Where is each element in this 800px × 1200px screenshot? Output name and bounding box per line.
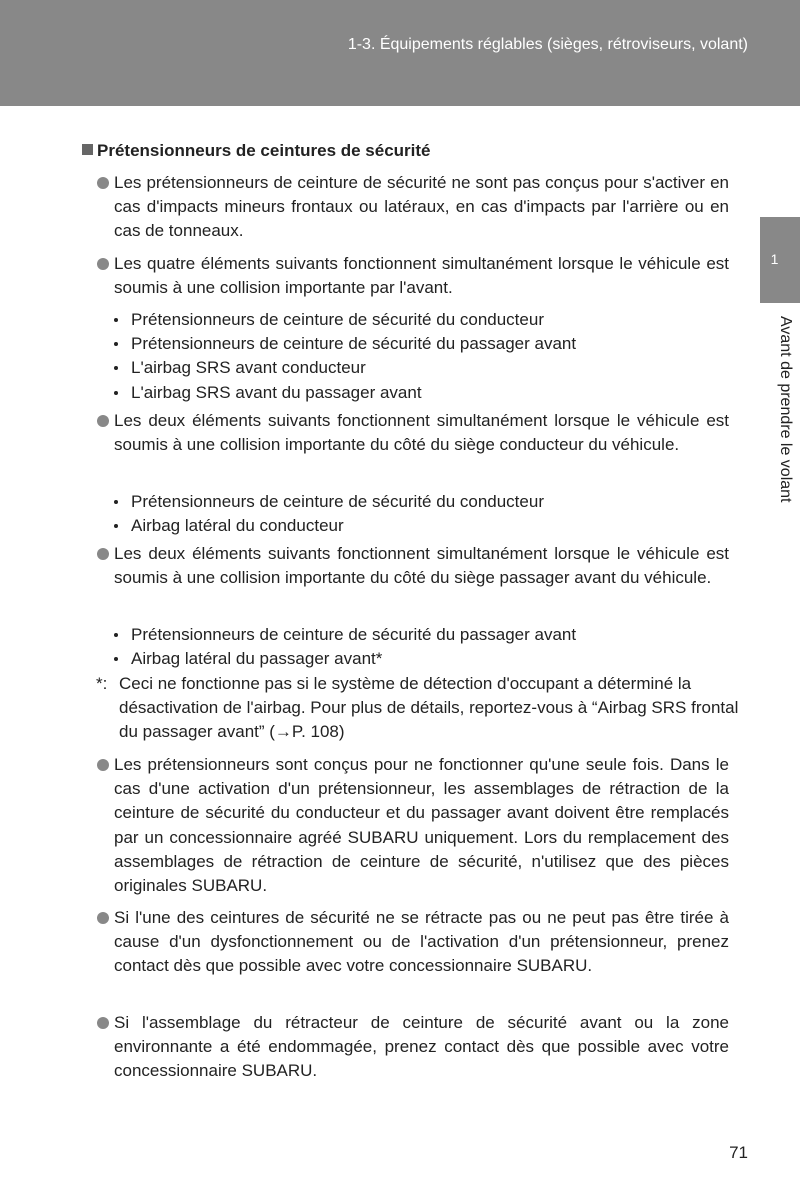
chapter-title: 1-3. Équipements réglables (sièges, rétroviseurs, volant)	[347, 36, 748, 53]
footnote-text: Ceci ne fonctionne pas si le système de détection d'occupant a déterminé la désactivation de l'airbag. Pour plus de détails, reportez-vous à “Airbag SRS frontal du passager avant” (→P. 108)	[119, 674, 739, 742]
dot-bullet-icon	[114, 391, 118, 395]
list-item-text: Prétensionneurs de ceinture de sécurité du passager avant	[131, 625, 577, 644]
section-heading	[82, 141, 431, 161]
chapter-tab	[760, 217, 800, 303]
circle-bullet-icon	[97, 759, 109, 771]
paragraph	[114, 1011, 729, 1084]
paragraph	[114, 252, 729, 300]
paragraph	[114, 409, 729, 457]
dot-bullet-icon	[114, 633, 118, 637]
circle-bullet-icon	[97, 912, 109, 924]
page-number: 71	[729, 1143, 748, 1162]
list-item-text: Airbag latéral du passager avant*	[131, 649, 383, 668]
dot-bullet-icon	[114, 366, 118, 370]
square-bullet-icon	[82, 144, 93, 155]
paragraph	[114, 753, 729, 898]
list-item-text: Airbag latéral du conducteur	[131, 516, 344, 535]
chapter-header	[0, 0, 800, 106]
circle-bullet-icon	[97, 177, 109, 189]
dot-bullet-icon	[114, 342, 118, 346]
paragraph	[114, 171, 729, 244]
paragraph-text: Les deux éléments suivants fonctionnent simultanément lorsque le véhicule est soumis à une collision importante du côté du siège passager avant du véhicule.	[114, 544, 729, 588]
paragraph	[114, 542, 729, 590]
list-item-text: Prétensionneurs de ceinture de sécurité du conducteur	[131, 492, 544, 511]
dot-bullet-icon	[114, 318, 118, 322]
chapter-tab-number: 1	[770, 251, 779, 267]
paragraph-text: Si l'une des ceintures de sécurité ne se rétracte pas ou ne peut pas être tirée à cause d'un dysfonctionnement ou de l'activation d'un prétensionneur, prenez contact dès que possible avec votre concessionnaire SUBARU.	[114, 908, 729, 976]
circle-bullet-icon	[97, 1017, 109, 1029]
dot-bullet-icon	[114, 657, 118, 661]
chapter-tab-label: Avant de prendre le volant	[777, 316, 794, 503]
circle-bullet-icon	[97, 415, 109, 427]
list-item-text: L'airbag SRS avant du passager avant	[131, 383, 422, 402]
paragraph-text: Les deux éléments suivants fonctionnent simultanément lorsque le véhicule est soumis à une collision importante du côté du siège conducteur du véhicule.	[114, 411, 729, 455]
dot-bullet-icon	[114, 500, 118, 504]
footnote-mark: *:	[96, 674, 108, 693]
paragraph-text: Les prétensionneurs de ceinture de sécurité ne sont pas conçus pour s'activer en cas d'impacts mineurs frontaux ou latéraux, en cas d'impacts par l'arrière ou en cas de tonneaux.	[114, 173, 729, 241]
list-item-text: Prétensionneurs de ceinture de sécurité du passager avant	[131, 334, 577, 353]
list-item-text: L'airbag SRS avant conducteur	[131, 358, 366, 377]
circle-bullet-icon	[97, 258, 109, 270]
paragraph-text: Les quatre éléments suivants fonctionnent simultanément lorsque le véhicule est soumis à une collision importante par l'avant.	[114, 254, 729, 298]
list-item-text: Prétensionneurs de ceinture de sécurité du conducteur	[131, 310, 544, 329]
dot-bullet-icon	[114, 524, 118, 528]
paragraph	[114, 906, 729, 979]
paragraph-text: Si l'assemblage du rétracteur de ceinture de sécurité avant ou la zone environnante a été endommagée, prenez contact dès que possible avec votre concessionnaire SUBARU.	[114, 1013, 729, 1081]
section-heading-text: Prétensionneurs de ceintures de sécurité	[97, 141, 431, 160]
circle-bullet-icon	[97, 548, 109, 560]
paragraph-text: Les prétensionneurs sont conçus pour ne fonctionner qu'une seule fois. Dans le cas d'une activation d'un prétensionneur, les assemblages de rétraction de la ceinture de sécurité du conducteur et du passager avant doivent être remplacés par un concessionnaire agréé SUBARU uniquement. Lors du remplacement des assemblages de rétraction de ceinture de sécurité, n'utilisez que des pièces originales SUBARU.	[114, 755, 729, 896]
